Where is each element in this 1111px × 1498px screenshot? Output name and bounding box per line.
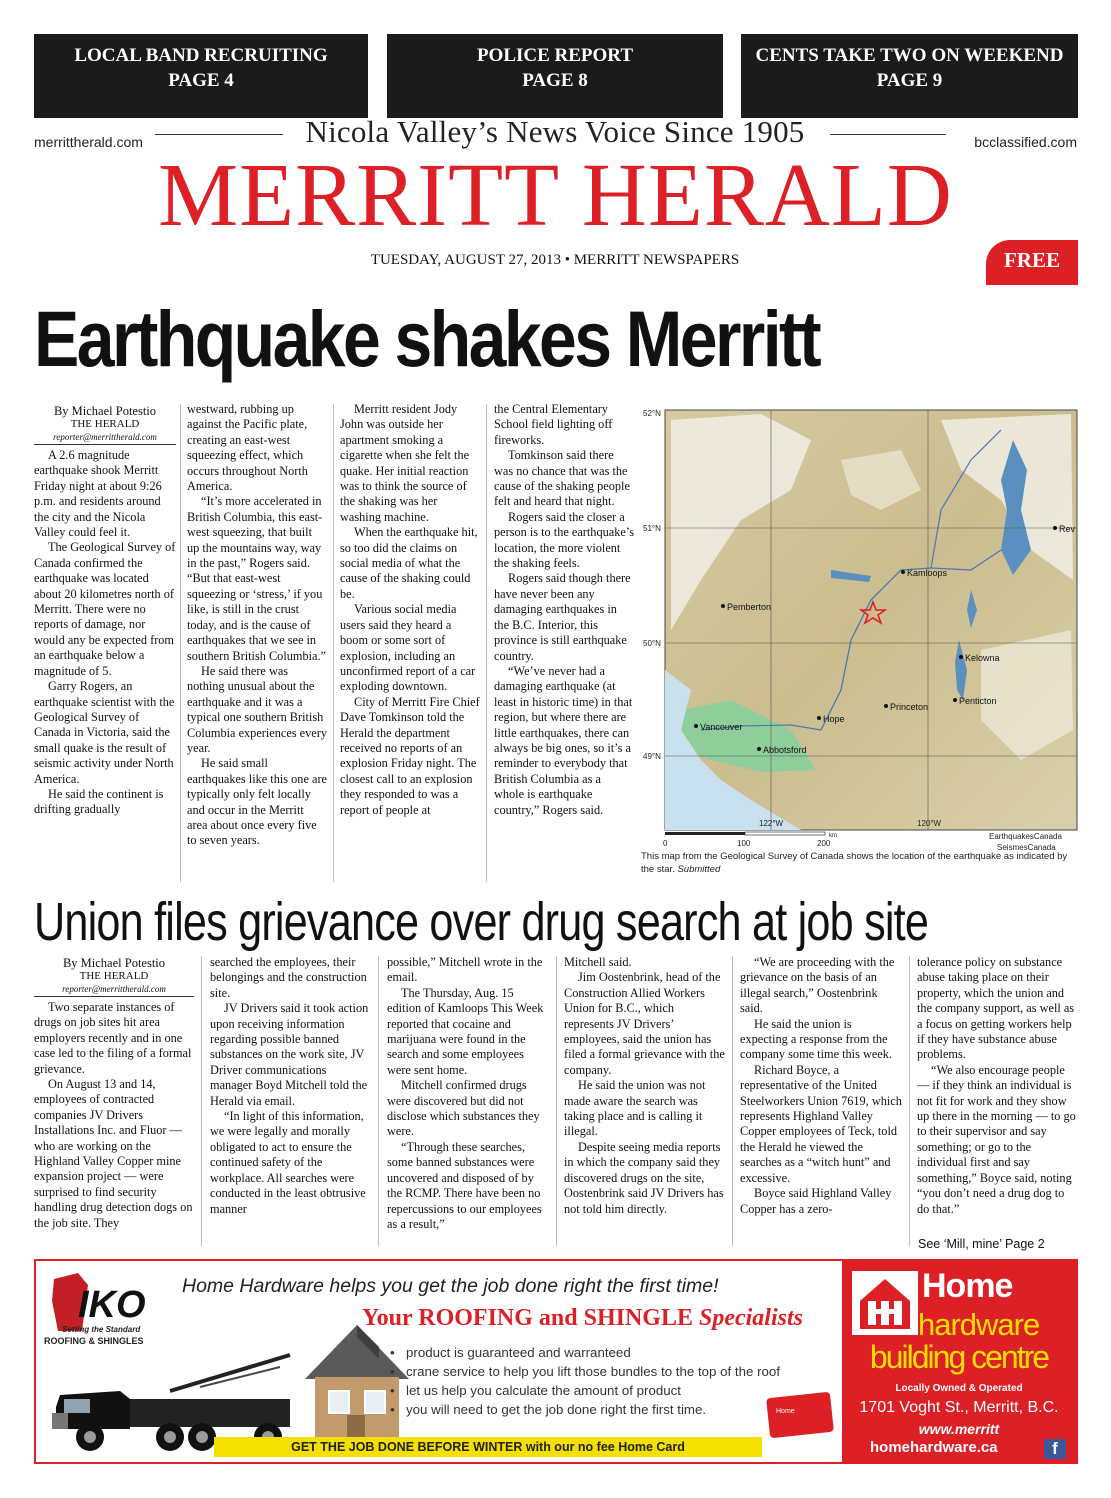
column-rule <box>333 404 334 882</box>
place-label: Penticton <box>959 696 997 706</box>
newspaper-nameplate: MERRITT HERALD <box>158 146 953 245</box>
place-label: Vancouver <box>700 722 743 732</box>
paragraph: “We’ve never had a damaging earthquake (at least in historic time) in that region, but where there are little earthquakes, there can always be big ones, so it’s a reminder to everybody that British Columbia as a whole is earthquake country,” Rogers said. <box>494 663 633 817</box>
paragraph: When the earthquake hit, so too did the claims on social media of what the cause of the shaking could be. <box>340 525 478 601</box>
paragraph: He said small earthquakes like this one are typically only felt locally and occur in the Merritt area about once every five to seven years. <box>187 756 327 848</box>
column-rule <box>556 956 557 1246</box>
tagline: Nicola Valley’s News Voice Since 1905 <box>305 114 805 149</box>
place-label: Hope <box>823 714 845 724</box>
facebook-icon[interactable]: f <box>1044 1439 1066 1459</box>
paragraph: Tomkinson said there was no chance that was the cause of the shaking people felt and heard that night. <box>494 448 630 509</box>
scale-label: 0 <box>663 839 668 848</box>
classified-link[interactable]: bcclassified.com <box>974 134 1077 150</box>
map-lat-label: 49°N <box>643 752 661 761</box>
teaser-local-band[interactable] <box>34 34 368 118</box>
story2-column-4 <box>564 955 726 1217</box>
column-rule <box>732 956 733 1246</box>
byline: By Michael Potestio <box>53 404 157 418</box>
ad-bullet: • crane service to help you lift those bundles to the top of the roof <box>406 1362 780 1381</box>
paragraph: City of Merritt Fire Chief Dave Tomkinson told the Herald the department received no reports of an explosion Friday night. The closest call to an explosion they responded to was a report of people at <box>340 694 480 817</box>
byline-org: THE HERALD <box>70 418 140 430</box>
teaser-title: POLICE REPORT <box>476 45 634 66</box>
ad-bullet: • product is guaranteed and warranteed <box>406 1343 780 1362</box>
paragraph: tolerance policy on substance abuse taking place on their property, which the union and the company support, as well as a focus on getting workers help if they have substance abuse problems. <box>917 955 1075 1062</box>
paragraph: Richard Boyce, a representative of the United Steelworkers Union 7619, which represents Highland Valley Copper employees of Teck, told the Herald he viewed the searches as a “witch hunt” and excessive. <box>740 1062 902 1185</box>
story2-column-6 <box>917 955 1079 1217</box>
map-lat-label: 50°N <box>643 639 661 648</box>
byline-org: THE HERALD <box>79 970 149 982</box>
teaser-police-report[interactable] <box>387 34 723 118</box>
paragraph: Merritt resident Jody John was outside her apartment smoking a cigarette when she felt the quake. Her initial reaction was to think the source of the shaking was her washing machine. <box>340 402 470 524</box>
website-link[interactable]: merrittherald.com <box>34 134 143 150</box>
story1-column-3 <box>340 402 480 818</box>
map-lon-label: 122°W <box>759 819 784 828</box>
column-rule <box>180 404 181 882</box>
house-roof-icon <box>299 1319 414 1441</box>
paragraph: “In light of this information, we were legally and morally obligated to act to ensure the continued safety of the workplace. All searches were conducted in the least obtrusive manner <box>210 1109 366 1216</box>
home-hardware-ad[interactable] <box>34 1259 1078 1464</box>
place-marker <box>721 604 725 608</box>
place-marker <box>884 704 888 708</box>
place-label: Rev <box>1059 524 1076 534</box>
store-website-line-2[interactable]: homehardware.ca <box>870 1439 998 1456</box>
teaser-page: PAGE 4 <box>168 70 234 91</box>
paragraph: westward, rubbing up against the Pacific plate, creating an east-west squeezing effect, which occurs throughout North America. <box>187 402 308 494</box>
paragraph: Mitchell confirmed drugs were discovered but did not disclose which substances they were. <box>387 1078 540 1139</box>
place-label: Kamloops <box>907 568 948 578</box>
paragraph: The Geological Survey of Canada confirmed the earthquake was located about 20 kilometres north of Merritt. There were no reports of damage, nor would any be expected from an earthquake below a magnitude of 5. <box>34 540 176 678</box>
paragraph: Garry Rogers, an earthquake scientist with the Geological Survey of Canada in Victoria, said the small quake is the result of seismic activity under North America. <box>34 679 175 786</box>
store-address: 1701 Voght St., Merritt, B.C. <box>859 1399 1059 1416</box>
map-lat-label: 51°N <box>643 524 661 533</box>
scale-label: 200 <box>817 839 831 848</box>
paragraph: Mitchell said. <box>564 955 632 969</box>
paragraph: He said there was nothing unusual about the earthquake and it was a typical one southern British Columbia experiences every year. <box>187 663 327 755</box>
paragraph: Despite seeing media reports in which the company said they discovered drugs on the site, Oostenbrink said JV Drivers has not told him directly. <box>564 1139 724 1216</box>
teaser-title: CENTS TAKE TWO ON WEEKEND <box>755 45 1064 66</box>
paragraph: JV Drivers said it took action upon receiving information regarding possible banned substances on the work site, JV Driver communications manager Boyd Mitchell told the Herald via email. <box>210 1001 369 1108</box>
iko-subtitle: ROOFING & SHINGLES <box>44 1336 144 1346</box>
paragraph: Two separate instances of drugs on job sites hit area employers recently and in one case led to the filing of a formal grievance. <box>34 1000 192 1076</box>
paragraph: Various social media users said they heard a boom or some sort of explosion, including an unconfirmed report of a car exploding downtown. <box>340 602 476 694</box>
story2-column-1 <box>34 956 194 1231</box>
ad-sub-plain: Your ROOFING and SHINGLE <box>362 1305 699 1331</box>
paragraph: On August 13 and 14, employees of contracted companies JV Drivers Installations Inc. and Fluor — who are working on the Highland Valley Copper mine expansion project — were surprised to find security handling drug detection dogs on the job site. They <box>34 1077 193 1230</box>
map-caption <box>641 851 1079 876</box>
teaser-cents[interactable] <box>741 34 1078 118</box>
place-marker <box>901 570 905 574</box>
teaser-title: LOCAL BAND RECRUITING <box>74 45 328 66</box>
home-hardware-logo-icon <box>852 1271 918 1335</box>
headline-union-grievance[interactable]: Union files grievance over drug search at job site <box>34 892 929 952</box>
paragraph: possible,” Mitchell wrote in the email. <box>387 955 543 985</box>
jump-link-page-2[interactable]: See ‘Mill, mine’ Page 2 <box>918 1237 1045 1251</box>
paragraph: the Central Elementary School field lighting off fireworks. <box>494 402 613 447</box>
ad-main-panel <box>36 1261 842 1462</box>
paragraph: “Through these searches, some banned substances were uncovered and disposed of by the RCMP. There have been no repercussions to our employees as a result,” <box>387 1139 542 1231</box>
byline: By Michael Potestio <box>62 956 166 970</box>
caption-text: This map from the Geological Survey of Canada shows the location of the earthquake as indicated by the star. <box>641 851 1068 875</box>
iko-slogan: Setting the Standard <box>62 1325 141 1334</box>
map-lon-label: 120°W <box>917 819 942 828</box>
place-marker <box>959 655 963 659</box>
place-label: Abbotsford <box>763 745 807 755</box>
story1-column-4 <box>494 402 634 818</box>
place-marker <box>953 698 957 702</box>
teaser-page: PAGE 8 <box>522 70 588 91</box>
paragraph: Jim Oostenbrink, head of the Construction Allied Workers Union for B.C., which represents JV Drivers’ employees, said the union has filed a formal grievance with the company. <box>564 970 725 1077</box>
paragraph: “We are proceeding with the grievance on the basis of an illegal search,” Oostenbrink said. <box>740 955 895 1016</box>
place-marker <box>817 716 821 720</box>
column-rule <box>201 956 202 1246</box>
place-marker <box>1053 526 1057 530</box>
byline-email[interactable]: reporter@merrittherald.com <box>34 983 194 997</box>
store-website-line-1[interactable]: www.merritt <box>918 1421 1000 1437</box>
price-flag: FREE <box>986 240 1078 285</box>
paragraph: He said the union was not made aware the search was taking place and is calling it illegal. <box>564 1078 706 1139</box>
headline-earthquake[interactable]: Earthquake shakes Merritt <box>34 294 820 383</box>
paragraph: He said the continent is drifting gradually <box>34 786 164 817</box>
paragraph: Rogers said though there have never been any damaging earthquakes in the B.C. Interior, this province is still earthquake country. <box>494 571 631 663</box>
store-owned-line: Locally Owned & Operated <box>895 1383 1023 1394</box>
ad-bullet-list <box>406 1343 780 1419</box>
paragraph: The Thursday, Aug. 15 edition of Kamloops This Week reported that cocaine and marijuana were found in the search and some employees were sent home. <box>387 985 544 1077</box>
byline-email[interactable]: reporter@merrittherald.com <box>34 431 176 445</box>
place-marker <box>694 724 698 728</box>
ad-cta-banner[interactable]: GET THE JOB DONE BEFORE WINTER with our no fee Home Card <box>214 1437 762 1457</box>
ad-bullet-continued: • you will need to get the job done right the first time. <box>406 1400 780 1419</box>
paragraph: He said the union is expecting a response from the company some time this week. <box>740 1016 892 1062</box>
ad-store-panel <box>842 1261 1076 1462</box>
dateline: TUESDAY, AUGUST 27, 2013 • MERRITT NEWSPAPERS <box>370 252 740 268</box>
paragraph: “We also encourage people — if they think an individual is not fit for work and they show up there in the morning — to go to their supervisor and say something; or go to the individual first and say something,” Boyce said, noting “you don’t need a drug dog to do that.” <box>917 1062 1076 1216</box>
story2-column-3 <box>387 955 549 1232</box>
caption-credit: Submitted <box>677 863 721 875</box>
map-credit: EarthquakesCanada <box>989 832 1062 841</box>
card-label: Home <box>776 1408 795 1415</box>
paragraph: Rogers said the closer a person is to the earthquake’s location, the more violent the shaking feels. <box>494 509 635 571</box>
paragraph: Boyce said Highland Valley Copper has a zero- <box>740 1186 892 1216</box>
iko-wordmark: IKO <box>78 1284 146 1326</box>
paragraph: “It’s more accelerated in British Columbia, this east-west squeezing, that built up the mountains way, way in the past,” Rogers said. “But that east-west squeezing or ‘stress,’ if you like, is still in the crust today, and is the cause of earthquakes that we see in southern British Columbia.” <box>187 494 327 663</box>
story2-column-5 <box>740 955 902 1217</box>
place-label: Kelowna <box>965 653 1000 663</box>
column-rule <box>486 404 487 882</box>
teaser-page: PAGE 9 <box>876 70 943 91</box>
paragraph: A 2.6 magnitude earthquake shook Merritt Friday night at about 9:26 p.m. and residents around the city and the Nicola Valley could feel it. <box>34 448 162 540</box>
ad-headline: Home Hardware helps you get the job done right the first time! <box>182 1275 719 1297</box>
scale-unit: km <box>829 833 837 839</box>
place-marker <box>757 747 761 751</box>
store-name-home: Home <box>922 1267 1013 1305</box>
paragraph: searched the employees, their belongings and the construction site. <box>210 955 367 1000</box>
ad-sub-italic: Specialists <box>698 1305 803 1331</box>
story2-column-2 <box>210 955 370 1217</box>
place-label: Pemberton <box>727 602 772 612</box>
scale-bar <box>745 832 825 835</box>
scale-label: 100 <box>737 839 751 848</box>
column-rule <box>909 956 910 1246</box>
ad-subheadline <box>362 1305 803 1332</box>
story1-column-1 <box>34 404 176 818</box>
map-graphic <box>641 400 1079 850</box>
map-credit: SeismesCanada <box>997 843 1056 850</box>
scale-bar <box>665 832 745 835</box>
earthquake-map[interactable] <box>641 400 1079 850</box>
column-rule <box>378 956 379 1246</box>
ad-bullet: • let us help you calculate the amount of product <box>406 1381 780 1400</box>
home-card-icon <box>766 1391 836 1439</box>
place-label: Princeton <box>890 702 929 712</box>
store-name-hardware: hardware <box>918 1307 1040 1342</box>
story1-column-2 <box>187 402 327 849</box>
map-lat-label: 52°N <box>643 409 661 418</box>
store-name-building-centre: building centre <box>869 1339 1049 1375</box>
